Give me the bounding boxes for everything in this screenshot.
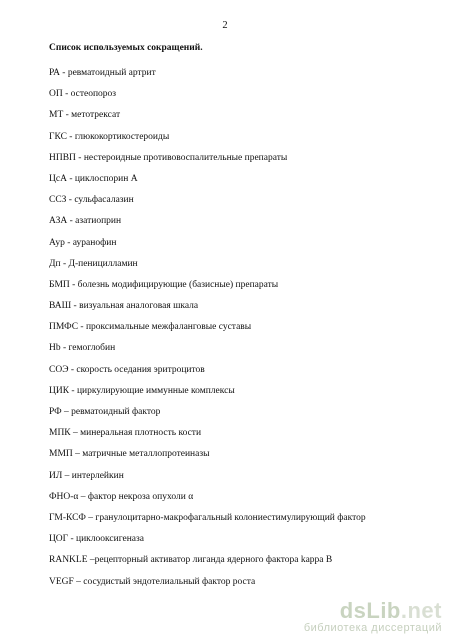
abbreviation-item: МПК – минеральная плотность кости — [49, 428, 202, 439]
abbreviation-item: ММП – матричные металлопротеиназы — [49, 449, 210, 460]
abbreviation-item: ЦИК - циркулирующие иммунные комплексы — [49, 385, 235, 396]
abbreviation-item: ГКС - глюкокортикостероиды — [49, 131, 170, 142]
abbreviation-item: ИЛ – интерлейкин — [49, 470, 124, 481]
page-title: Список используемых сокращений. — [49, 43, 203, 53]
abbreviation-item: МТ - метотрексат — [49, 110, 121, 121]
abbreviation-item: Аур - ауранофин — [49, 237, 117, 248]
abbreviation-item: АЗА - азатиоприн — [49, 216, 122, 227]
watermark — [304, 600, 442, 635]
abbreviation-item: ВАШ - визуальная аналоговая шкала — [49, 301, 199, 312]
abbreviation-item: ЦсА - циклоспорин А — [49, 173, 138, 184]
watermark-logo-tld: .net — [400, 598, 442, 623]
abbreviation-item: ПМФС - проксимальные межфаланговые суставы — [49, 322, 252, 333]
watermark-logo — [304, 600, 442, 622]
abbreviation-item: Hb - гемоглобин — [49, 343, 116, 354]
abbreviation-item: НПВП - нестероидные противовоспалительные препараты — [49, 152, 288, 163]
abbreviation-item: ОП - остеопороз — [49, 89, 117, 100]
abbreviation-item: РФ – ревматоидный фактор — [49, 407, 161, 417]
abbreviation-list — [49, 68, 366, 598]
abbreviation-item: ЦОГ - циклооксигеназа — [49, 534, 144, 545]
watermark-caption: библиотека диссертаций — [303, 622, 442, 634]
abbreviation-item: ССЗ - сульфасалазин — [49, 195, 134, 206]
watermark-logo-main: dsLib — [339, 598, 401, 623]
page-number: 2 — [222, 20, 228, 31]
abbreviation-item: ГМ-КСФ – гранулоцитарно-макрофагальный колониестимулирующий фактор — [49, 512, 366, 523]
abbreviation-item: RANKLE –рецепторный активатор лиганда ядерного фактора kappa B — [49, 555, 333, 566]
abbreviation-item: БМП - болезнь модифицирующие (базисные) препараты — [49, 279, 279, 290]
abbreviation-item: Дп - Д-пеницилламин — [49, 258, 138, 269]
abbreviation-item: СОЭ - скорость оседания эритроцитов — [49, 364, 205, 375]
abbreviation-item: VEGF – сосудистый эндотелиальный фактор роста — [49, 576, 256, 587]
abbreviation-item: РА - ревматоидный артрит — [49, 68, 156, 78]
abbreviation-item: ФНО-α – фактор некроза опухоли α — [49, 491, 194, 502]
